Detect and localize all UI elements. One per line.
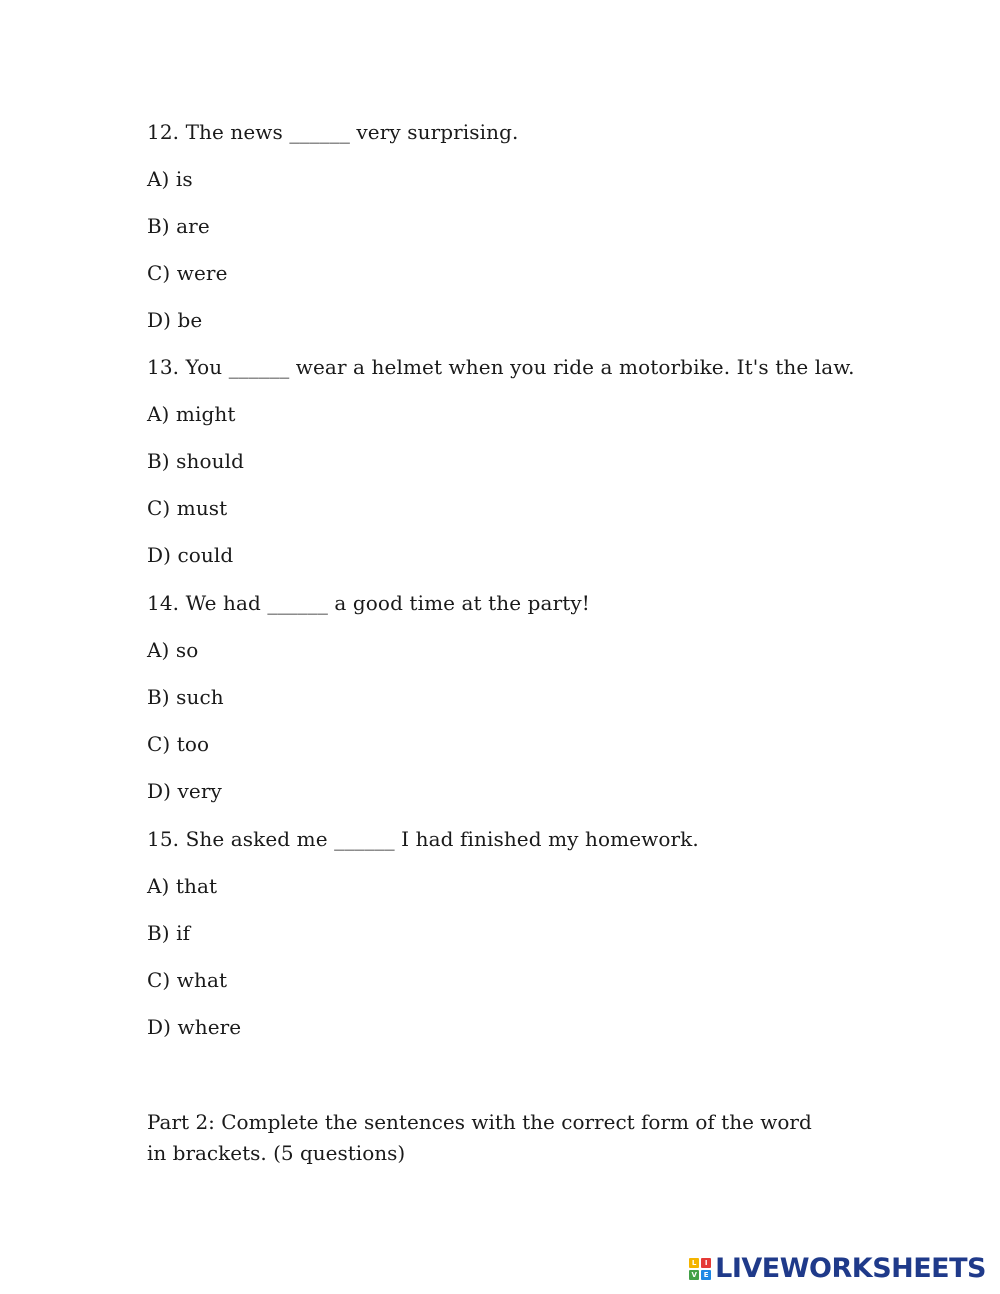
question-14-option-d: D) very <box>147 779 222 803</box>
question-13-option-c: C) must <box>147 496 228 520</box>
logo-icon <box>689 1258 711 1280</box>
logo-block-v: V <box>689 1270 699 1280</box>
logo-block-e: E <box>701 1270 711 1280</box>
question-15-stem: 15. She asked me ______ I had finished my homework. <box>147 827 699 851</box>
part-2-heading: Part 2: Complete the sentences with the correct form of the word in brackets. (5 questions) <box>147 1110 812 1165</box>
question-12-option-b: B) are <box>147 214 210 238</box>
logo-text: LIVEWORKSHEETS <box>715 1253 986 1284</box>
question-14-option-c: C) too <box>147 732 210 756</box>
question-15-option-d: D) where <box>147 1015 242 1039</box>
logo-block-l: L <box>689 1258 699 1268</box>
question-15-option-b: B) if <box>147 921 191 945</box>
question-13-option-d: D) could <box>147 543 234 567</box>
question-12-option-a: A) is <box>147 167 193 191</box>
question-13-stem: 13. You ______ wear a helmet when you ride a motorbike. It's the law. <box>147 355 855 379</box>
question-15-option-c: C) what <box>147 968 228 992</box>
question-12-stem: 12. The news ______ very surprising. <box>147 120 519 144</box>
question-15-option-a: A) that <box>147 874 218 898</box>
question-12-option-d: D) be <box>147 308 203 332</box>
question-13-option-a: A) might <box>147 402 236 426</box>
liveworksheets-logo <box>689 1253 986 1285</box>
logo-block-i: I <box>701 1258 711 1268</box>
question-14-option-b: B) such <box>147 685 224 709</box>
question-14-stem: 14. We had ______ a good time at the party! <box>147 591 590 615</box>
question-14-option-a: A) so <box>147 638 199 662</box>
question-12-option-c: C) were <box>147 261 228 285</box>
question-13-option-b: B) should <box>147 449 245 473</box>
